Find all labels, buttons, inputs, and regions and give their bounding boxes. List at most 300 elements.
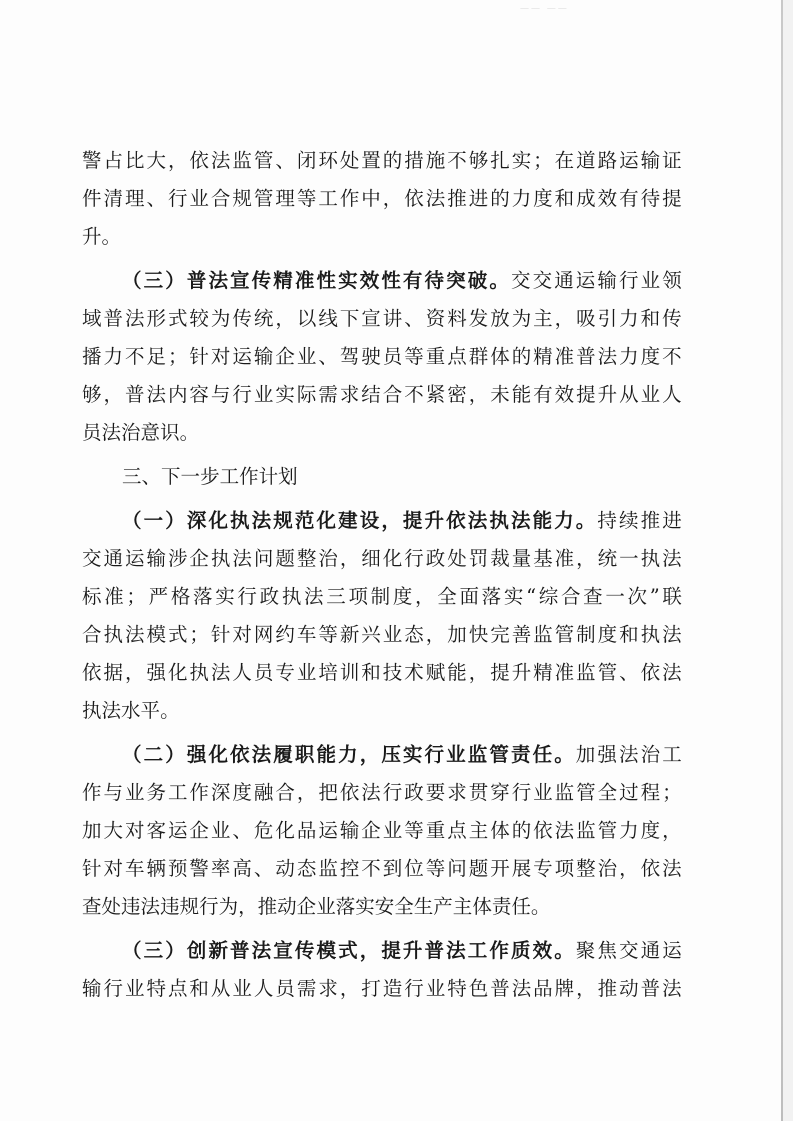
char: 危 [253,819,274,842]
char: 管 [554,623,575,646]
char: 赋 [425,661,446,684]
char: 推 [640,509,661,532]
char: 通 [554,269,574,292]
char: 加 [575,743,596,766]
bold-char: 提 [381,939,401,962]
char: 从 [619,383,639,406]
char: 的 [511,819,532,842]
char: 法 [662,977,682,1000]
char: 量 [511,547,532,570]
bold-char: ） [165,743,185,766]
text-line [82,502,682,540]
bold-char: 。 [489,269,509,292]
char: ， [103,383,123,406]
bold-char: 依 [230,743,250,766]
char: 运 [318,819,338,842]
char: 点 [447,345,467,368]
char: 行 [404,977,424,1000]
bold-char: 普 [230,939,250,962]
char: 工 [219,465,240,488]
text-line [82,888,682,926]
char: 三 [122,465,142,488]
bold-char: 法 [251,509,272,532]
char: 展 [511,857,532,880]
char: 合 [275,781,295,804]
bold-char: 精 [273,269,293,292]
char: 准 [104,585,124,608]
char: 基 [533,547,553,570]
char: 高 [232,857,252,880]
char: 法 [662,857,682,880]
char: 法 [554,819,575,842]
char: 交 [532,269,553,292]
char: 人 [253,977,274,1000]
char: 警 [189,857,209,880]
char: 化 [382,547,403,570]
char: 普 [640,977,661,1000]
bold-char: 传 [294,939,315,962]
char: 准 [554,345,575,368]
char: ” [649,585,660,608]
char: 清 [103,187,123,210]
char: 强 [146,661,166,684]
char: 容 [189,383,209,406]
char: 员 [275,977,295,1000]
char: 生 [413,895,434,918]
char: 资 [425,307,446,330]
char: 落 [335,895,356,918]
bold-char: 创 [186,939,207,962]
char: 和 [640,307,661,330]
char: 式 [167,623,188,646]
char: 体 [472,895,492,918]
char: 从 [210,977,231,1000]
char: 法 [101,421,122,444]
char: 善 [511,623,532,646]
char: ， [468,661,489,684]
char: 精 [533,345,553,368]
bold-char: 三 [143,269,164,292]
bold-char: 性 [381,269,401,292]
char: 需 [296,977,317,1000]
text-line [82,376,682,414]
bold-char: ） [165,269,185,292]
bold-char: 三 [143,939,164,962]
char: 推 [597,977,618,1000]
char: 成 [576,187,596,210]
char: 下 [161,465,181,488]
bold-char: 效 [359,269,380,292]
char: 品 [533,977,553,1000]
bold-char: 业 [446,743,466,766]
char: 法 [597,345,618,368]
char: 行 [619,269,639,292]
char: 全 [597,781,618,804]
char: 际 [296,383,317,406]
text-line [82,970,682,1008]
bold-char: 实 [402,743,423,766]
bold-char: 二 [143,743,164,766]
char: 道 [576,149,596,172]
char: ， [415,585,435,608]
char: 推 [257,895,278,918]
bold-char: 提 [402,509,423,532]
char: 力 [619,819,639,842]
char: 件 [82,187,102,210]
bold-char: 化 [316,509,336,532]
bold-char: 法 [251,939,272,962]
bold-char: 依 [446,509,466,532]
char: 执 [82,699,102,722]
bold-char: 强 [186,743,207,766]
char: 动 [619,977,639,1000]
char: 运 [124,547,145,570]
char: 安 [374,895,395,918]
char: 务 [146,781,166,804]
char: 依 [640,661,661,684]
scan-edge-line [781,0,783,1121]
char: 依 [640,857,661,880]
char: 不 [447,149,467,172]
char: 面 [459,585,479,608]
char: 一 [605,585,625,608]
char: 推 [447,187,467,210]
char: 业 [124,977,145,1000]
char: 控 [339,857,360,880]
char: 法 [232,547,252,570]
char: ， [425,623,446,646]
char: ， [124,661,145,684]
char: 培 [318,661,338,684]
char: 员 [82,421,102,444]
char: 约 [275,623,295,646]
char: 制 [576,623,596,646]
char: 管 [253,149,274,172]
text-line [82,932,682,970]
char: 依 [533,819,553,842]
char: 输 [640,149,661,172]
bold-char: 责 [510,743,531,766]
char: 步 [200,465,220,488]
char: 动 [277,895,297,918]
char: 工 [318,187,338,210]
char: 在 [554,149,575,172]
bold-char: 升 [402,939,423,962]
bold-char: 能 [316,743,336,766]
char: 查 [82,895,102,918]
char: 依 [189,149,209,172]
char: 色 [468,977,489,1000]
bold-char: 力 [338,743,358,766]
char: 法 [304,585,324,608]
char: 通 [103,547,123,570]
char: 焦 [597,939,617,962]
char: 次 [627,585,648,608]
char: 三 [326,585,346,608]
char: ， [238,895,258,918]
char: 规 [179,895,200,918]
char: 项 [554,857,575,880]
char: 输 [597,269,617,292]
char: 对 [210,345,231,368]
char: 、 [275,149,295,172]
bold-char: 破 [467,269,488,292]
char: 任 [511,895,531,918]
bold-char: 执 [489,509,509,532]
char: 人 [232,661,252,684]
char: 辆 [146,857,166,880]
bold-char: 。 [575,509,596,532]
char: 播 [82,345,102,368]
char: 较 [189,307,209,330]
char: 业 [296,661,317,684]
text-line [82,540,682,578]
text-line [82,218,682,256]
char: 违 [121,895,141,918]
char: 和 [554,187,575,210]
char: 规 [232,187,252,210]
char: 计 [258,465,279,488]
char: 执 [640,623,661,646]
bold-char: 执 [230,509,250,532]
char: 和 [189,977,209,1000]
char: 全 [437,585,457,608]
char: 法 [124,623,145,646]
char: 水 [121,699,141,722]
char: ， [662,819,682,842]
bold-char: ） [165,939,185,962]
char: ， [382,187,403,210]
char: 员 [382,345,403,368]
char: 落 [193,585,213,608]
char: 牌 [554,977,575,1000]
char: 式 [167,307,188,330]
char: 主 [452,895,473,918]
char: 实 [275,383,295,406]
bold-char: （ [122,743,142,766]
char: 需 [318,383,338,406]
char: 监 [554,781,575,804]
bold-char: 化 [208,509,228,532]
char: 罚 [468,547,489,570]
char: 针 [82,857,102,880]
header-scan-artifact: —— —— [520,4,569,14]
char: 品 [296,819,317,842]
char: 预 [167,857,188,880]
char: 、 [253,857,274,880]
char: 对 [124,819,145,842]
char: 执 [640,547,661,570]
char: 业 [296,345,317,368]
bold-char: 范 [294,509,315,532]
char: 态 [404,623,424,646]
char: 进 [468,187,489,210]
char: 执 [189,661,209,684]
char: 专 [533,857,553,880]
char: 待 [640,187,661,210]
char: 为 [511,307,532,330]
char: 普 [103,307,123,330]
bold-char: 。 [554,743,574,766]
char: 大 [103,819,123,842]
text-line [82,300,682,338]
bold-char: 性 [316,269,336,292]
char: 识 [160,421,180,444]
scan-edge-shadow [783,0,793,1121]
char: 和 [619,623,639,646]
char: 与 [210,383,231,406]
char: 动 [275,857,295,880]
char: 严 [148,585,169,608]
char: 证 [662,149,682,172]
char: ， [339,547,360,570]
char: 交 [619,939,639,962]
paragraph [82,142,682,256]
bold-char: 新 [208,939,228,962]
char: ； [126,585,146,608]
char: ， [468,383,489,406]
char: 传 [232,307,252,330]
char: 法 [662,623,682,646]
text-line [82,262,682,300]
char: 线 [318,307,338,330]
char: 重 [425,819,446,842]
char: 监 [533,623,553,646]
char: 率 [210,857,231,880]
char: 术 [404,661,424,684]
char: 治 [121,421,141,444]
char: ， [275,307,295,330]
char: 依 [82,661,102,684]
char: 政 [425,547,446,570]
char: 不 [124,345,145,368]
char: 的 [382,149,403,172]
char: 效 [554,383,575,406]
char: 发 [468,307,489,330]
char: 为 [210,307,231,330]
char: 作 [189,781,209,804]
char: ， [167,149,188,172]
char: 态 [296,857,317,880]
char: 比 [124,149,145,172]
char: 求 [447,781,467,804]
char: 行 [382,781,403,804]
char: 、 [619,661,639,684]
char: 行 [103,977,123,1000]
bold-char: 模 [316,939,336,962]
bold-char: 法 [208,269,228,292]
char: 内 [167,383,188,406]
char: 升 [511,661,532,684]
bold-char: 力 [554,509,574,532]
char: 模 [146,623,166,646]
char: 处 [101,895,122,918]
char: 法 [210,661,231,684]
char: 网 [253,623,274,646]
bold-char: 待 [424,269,445,292]
char: 特 [447,977,467,1000]
char: 路 [597,149,618,172]
bold-char: 实 [338,269,358,292]
char: 中 [361,187,381,210]
char: 法 [124,307,145,330]
char: 项 [348,585,368,608]
char: 法 [361,781,381,804]
char: 传 [662,307,682,330]
char: 政 [259,585,280,608]
char: 落 [481,585,502,608]
char: 料 [447,307,467,330]
char: 点 [447,819,467,842]
char: 点 [167,977,188,1000]
bold-char: 升 [424,509,445,532]
char: 统 [253,307,274,330]
char: 整 [296,547,317,570]
document-body [82,142,682,1008]
char: 处 [447,547,467,570]
bold-char: 宣 [273,939,293,962]
text-line [82,142,682,180]
char: ， [296,781,317,804]
char: 放 [490,307,510,330]
char: 政 [404,781,424,804]
char: 行 [511,781,532,804]
char: 求 [318,977,338,1000]
char: 运 [662,939,682,962]
char: 管 [576,781,596,804]
char: 平 [140,699,161,722]
char: 针 [189,345,209,368]
char: 形 [146,307,166,330]
char: 运 [619,149,639,172]
char: 力 [619,307,639,330]
char: 管 [597,819,618,842]
bold-char: 。 [554,939,574,962]
bold-char: 规 [273,509,293,532]
char: 监 [318,857,338,880]
char: 实 [503,585,524,608]
char: 为 [218,895,239,918]
bold-char: 职 [294,743,315,766]
bold-char: （ [122,939,142,962]
char: 企 [275,345,295,368]
char: 位 [404,857,424,880]
char: 与 [103,781,123,804]
bold-char: 履 [273,743,293,766]
char: 作 [339,187,360,210]
char: 行 [404,547,424,570]
char: 到 [382,857,403,880]
char: 。 [160,699,180,722]
char: 新 [339,623,360,646]
paragraph [82,502,682,730]
char: 提 [662,187,682,210]
char: 处 [339,149,360,172]
char: 融 [253,781,274,804]
char: 措 [404,149,424,172]
bold-char: （ [122,509,142,532]
char: 完 [490,623,510,646]
char: 联 [662,585,682,608]
text-line [82,654,682,692]
char: “ [526,585,537,608]
char: 未 [490,383,510,406]
char: 合 [560,585,581,608]
char: 一 [180,465,201,488]
char: 重 [425,345,446,368]
char: 管 [253,187,274,210]
char: 化 [275,819,295,842]
